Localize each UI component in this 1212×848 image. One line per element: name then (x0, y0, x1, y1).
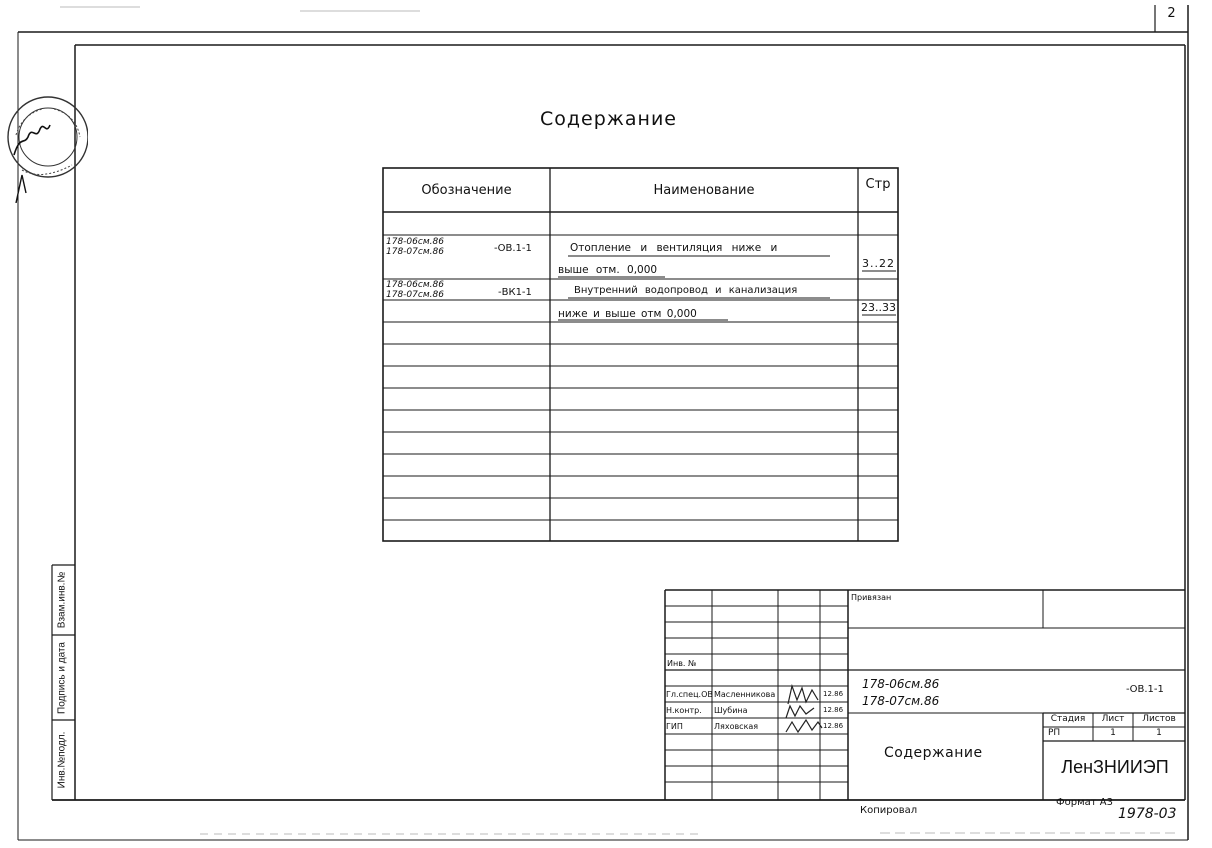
tb-sheet: 1 (1110, 728, 1116, 738)
toc-row-1-code-1: 178-06см.86 (386, 237, 444, 247)
tb-code-1: 178-06см.86 (862, 677, 940, 691)
toc-row-1-code-2: 178-07см.86 (386, 247, 444, 257)
tb-stage: РП (1048, 728, 1061, 738)
footer-handwritten-number: 1978-03 (1118, 806, 1177, 822)
toc-row-2-name-line-1: Внутренний водопровод и канализация (574, 285, 798, 296)
signature-maslennikova (788, 686, 818, 704)
tb-sheets: 1 (1156, 728, 1162, 738)
tb-name-1: Масленникова (714, 690, 776, 699)
toc-row-2-code-2: 178-07см.86 (386, 290, 444, 300)
tb-name-3: Ляховская (714, 722, 759, 731)
header-page: Стр (865, 177, 891, 192)
tb-code-suffix: -ОВ.1-1 (1126, 684, 1164, 695)
sheet-number: 2 (1167, 6, 1176, 21)
footer-copied: Копировал (860, 805, 918, 816)
tb-stage-label: Стадия (1050, 714, 1086, 724)
tb-date-2: 12.86 (823, 706, 844, 714)
tb-codes (862, 676, 939, 710)
tb-doc-name: Содержание (884, 745, 983, 761)
side-inv-no-orig: Инв.№подл. (56, 731, 68, 789)
toc-row-1-pages: 3..22 (862, 257, 895, 270)
tb-inv-no: Инв. № (667, 659, 697, 668)
toc-row-2-code-1: 178-06см.86 (386, 280, 444, 290)
tb-role-1: Гл.спец.ОВ (666, 690, 713, 699)
toc-row-1-name-line-2: выше отм. 0,000 (558, 264, 658, 276)
toc-row-1-codes (386, 237, 444, 257)
tb-role-3: ГИП (666, 722, 683, 731)
tb-date-1: 12.86 (823, 690, 844, 698)
header-designation: Обозначение (421, 183, 512, 198)
toc-row-1-suffix: -ОВ.1-1 (494, 243, 532, 254)
tb-role-2: Н.контр. (666, 706, 702, 715)
tb-sheet-label: Лист (1101, 714, 1125, 724)
signature-lyakhovskaya (786, 720, 822, 732)
approval-seal (2, 95, 88, 203)
toc-row-1-name-line-1: Отопление и вентиляция ниже и (570, 242, 778, 254)
toc-row-2-codes (386, 280, 444, 300)
tb-org: ЛенЗНИИЭП (1061, 757, 1169, 777)
tb-name-2: Шубина (714, 706, 748, 715)
tb-privyazan: Привязан (851, 593, 892, 602)
tb-code-2: 178-07см.86 (862, 694, 940, 708)
header-name: Наименование (653, 183, 755, 198)
toc-row-2-name-line-2: ниже и выше отм 0,000 (558, 308, 697, 320)
toc-row-2-suffix: -ВК1-1 (498, 287, 532, 298)
tb-date-3: 12.86 (823, 722, 844, 730)
side-replaced-inv: Взам.инв.№ (56, 571, 68, 629)
toc-row-2-pages: 23..33 (861, 301, 896, 314)
tb-sheets-label: Листов (1142, 714, 1176, 724)
side-sign-date: Подпись и дата (56, 641, 68, 714)
signature-shubina (786, 706, 814, 718)
footer-format: Формат А3 (1056, 797, 1113, 808)
page-title: Содержание (540, 108, 677, 130)
